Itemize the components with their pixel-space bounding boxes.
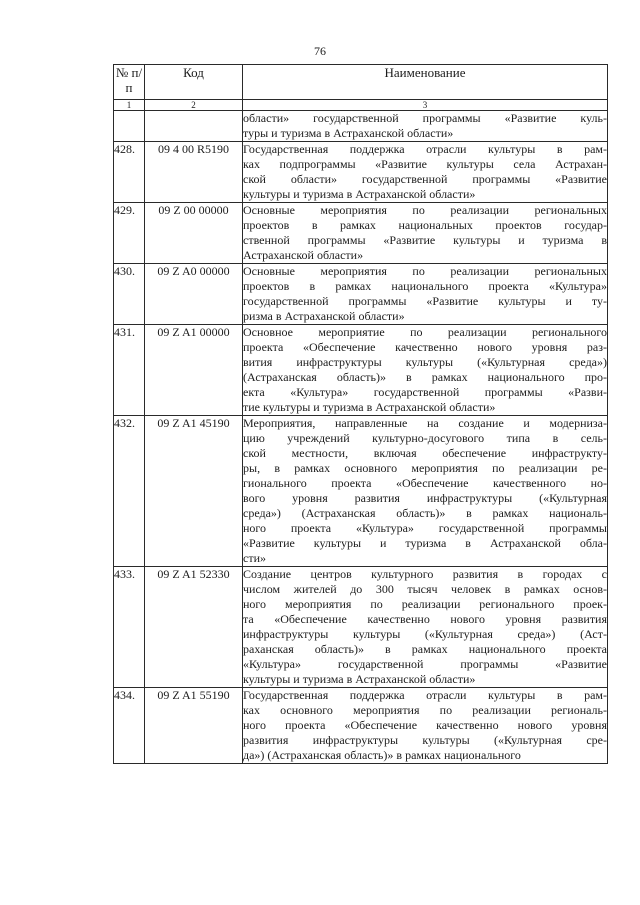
row-name-line: Государственная поддержка отрасли культуры в рам- [243,142,607,156]
table-row [114,203,608,264]
row-name-line: ках основного мероприятия по реализации региональ- [243,703,607,717]
row-name-line: вития инфраструктуры культуры («Культурная среда») [243,355,607,369]
table-row [114,264,608,325]
row-number: 428. [114,142,145,203]
row-code [145,111,243,142]
row-name [243,416,608,567]
row-name [243,264,608,325]
row-name-line: Основное мероприятие по реализации регионального [243,325,607,339]
row-name [243,203,608,264]
row-number [114,111,145,142]
row-name [243,142,608,203]
row-name-line: Мероприятия, направленные на создание и модерниза- [243,416,607,430]
row-name-line: ного проекта «Обеспечение качественно нового уровня [243,718,607,732]
row-number: 433. [114,567,145,688]
row-name-line: гионального проекта «Обеспечение качественного но- [243,476,607,490]
row-number: 432. [114,416,145,567]
table-row [114,142,608,203]
table-header-row [114,65,608,100]
row-name-line: ного мероприятия по реализации регионального проек- [243,597,607,611]
table-row [114,325,608,416]
row-code: 09 Z A1 00000 [145,325,243,416]
row-name-line: сти» [243,551,266,565]
header-code: Код [145,65,243,100]
row-name [243,567,608,688]
column-number: 1 [114,100,145,111]
table-row [114,567,608,688]
row-code: 09 Z A1 52330 [145,567,243,688]
row-number: 429. [114,203,145,264]
row-name-line: екта «Культура» государственной программы «Разви- [243,385,607,399]
table-row [114,416,608,567]
page-number: 76 [314,44,326,58]
header-name: Наименование [243,65,608,100]
row-code: 09 Z A0 00000 [145,264,243,325]
row-name-line: «Развитие культуры и туризма в Астраханской обла- [243,536,607,550]
row-name-line: проекта «Обеспечение качественно нового уровня раз- [243,340,607,354]
row-name-line: государственной программы «Развитие культуры и ту- [243,294,607,308]
header-num [114,65,145,100]
row-code: 09 4 00 R5190 [145,142,243,203]
row-name-line: (Астраханская область)» в рамках национального про- [243,370,607,384]
column-number-row [114,100,608,111]
table-body [114,111,608,764]
row-name-line: проектов в рамках национальных проектов государ- [243,218,607,232]
row-number: 434. [114,688,145,764]
column-number: 3 [243,100,608,111]
row-name-line: развития инфраструктуры культуры («Культурная сре- [243,733,607,747]
table-row [114,688,608,764]
table-row [114,111,608,142]
row-name-line: области» государственной программы «Развитие куль- [243,111,607,125]
row-name-line: та «Обеспечение качественно нового уровня развития [243,612,607,626]
row-name-line: проектов в рамках национального проекта «Культура» [243,279,607,293]
row-name-line: цию учреждений культурно-досугового типа в сель- [243,431,607,445]
column-number: 2 [145,100,243,111]
row-name-line: вого уровня развития инфраструктуры («Культурная [243,491,607,505]
row-name [243,111,608,142]
row-code: 09 Z A1 55190 [145,688,243,764]
row-name-line: Астраханской области» [243,248,364,262]
row-name-line: Основные мероприятия по реализации региональных [243,264,607,278]
row-name-line: Государственная поддержка отрасли культуры в рам- [243,688,607,702]
row-name-line: тие культуры и туризма в Астраханской области» [243,400,496,414]
row-name-line: раханская область)» в рамках национального проекта [243,642,607,656]
row-name [243,688,608,764]
row-name [243,325,608,416]
row-name-line: да») (Астраханская область)» в рамках национального [243,748,521,762]
row-code: 09 Z 00 00000 [145,203,243,264]
row-code: 09 Z A1 45190 [145,416,243,567]
header-num-label: № п/п [115,65,143,95]
row-name-line: культуры и туризма в Астраханской области» [243,672,476,686]
row-name-line: ризма в Астраханской области» [243,309,405,323]
row-name-line: туры и туризма в Астраханской области» [243,126,454,140]
row-name-line: «Культура» государственной программы «Развитие [243,657,607,671]
row-name-line: ской местности, включая обеспечение инфраструкту- [243,446,607,460]
row-name-line: инфраструктуры культуры («Культурная среда») (Аст- [243,627,607,641]
row-name-line: ры, в рамках основного мероприятия по реализации ре- [243,461,607,475]
row-number: 430. [114,264,145,325]
row-name-line: числом жителей до 300 тысяч человек в рамках основ- [243,582,607,596]
row-name-line: Создание центров культурного развития в городах с [243,567,607,581]
budget-classification-table [113,64,608,764]
row-name-line: ного проекта «Культура» государственной программы [243,521,607,535]
row-name-line: Основные мероприятия по реализации региональных [243,203,607,217]
row-number: 431. [114,325,145,416]
row-name-line: культуры и туризма в Астраханской области» [243,187,476,201]
row-name-line: среда») (Астраханская область)» в рамках националь- [243,506,607,520]
row-name-line: ках подпрограммы «Развитие культуры села Астрахан- [243,157,607,171]
row-name-line: ской области» государственной программы «Развитие [243,172,607,186]
row-name-line: ственной программы «Развитие культуры и туризма в [243,233,607,247]
